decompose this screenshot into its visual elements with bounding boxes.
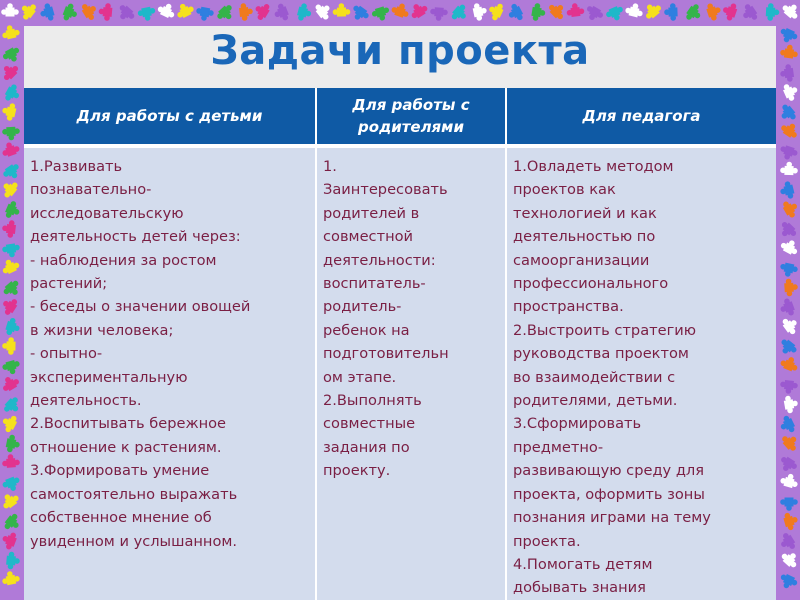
puzzle-piece-icon xyxy=(3,83,23,105)
slide xyxy=(24,26,776,600)
puzzle-piece-icon xyxy=(2,127,20,141)
table-header-row xyxy=(24,88,776,146)
task-line: родителей в xyxy=(323,204,420,222)
task-line: 3.Сформировать xyxy=(513,415,642,433)
task-line: ом этапе. xyxy=(323,368,397,386)
header-parents: Для работы с родителями xyxy=(316,88,506,146)
puzzle-piece-icon xyxy=(566,2,585,17)
puzzle-piece-icon xyxy=(17,0,38,22)
puzzle-piece-icon xyxy=(780,498,798,511)
puzzle-piece-icon xyxy=(2,243,21,259)
puzzle-piece-icon xyxy=(505,2,525,24)
task-line: деятельностью по xyxy=(513,228,656,246)
task-line: проекта. xyxy=(513,532,581,550)
puzzle-piece-icon xyxy=(0,256,21,275)
puzzle-piece-icon xyxy=(390,1,411,20)
puzzle-piece-icon xyxy=(239,2,254,21)
puzzle-piece-icon xyxy=(0,490,21,511)
puzzle-piece-icon xyxy=(333,3,351,17)
puzzle-piece-icon xyxy=(1,570,21,586)
task-line: 2.Выстроить стратегию xyxy=(513,321,697,339)
task-line: познания играми на тему xyxy=(513,509,711,527)
task-line: познавательно- xyxy=(30,181,152,199)
task-line: развивающую среду для xyxy=(513,462,705,480)
task-line: деятельность детей через: xyxy=(30,228,241,246)
puzzle-piece-icon xyxy=(0,295,20,317)
puzzle-piece-icon xyxy=(780,161,798,175)
task-line: - беседы о значении овощей xyxy=(30,298,251,316)
puzzle-piece-icon xyxy=(251,0,271,22)
puzzle-piece-icon xyxy=(531,3,547,22)
puzzle-piece-icon xyxy=(664,3,678,21)
puzzle-piece-icon xyxy=(2,337,16,355)
puzzle-piece-icon xyxy=(156,0,178,20)
cell-children-tasks xyxy=(24,146,316,600)
puzzle-piece-icon xyxy=(349,3,371,24)
task-line: совместные xyxy=(323,415,416,433)
puzzle-piece-icon xyxy=(0,530,18,551)
puzzle-piece-icon xyxy=(777,455,799,476)
puzzle-piece-icon xyxy=(720,1,738,22)
puzzle-piece-icon xyxy=(779,64,795,83)
puzzle-piece-icon xyxy=(80,0,101,22)
task-line: Заинтересовать xyxy=(323,181,448,199)
puzzle-piece-icon xyxy=(605,4,626,23)
task-line: деятельность. xyxy=(30,392,142,410)
puzzle-piece-icon xyxy=(486,0,505,22)
puzzle-piece-icon xyxy=(115,3,137,25)
task-line: деятельности: xyxy=(323,251,436,269)
puzzle-piece-icon xyxy=(313,0,334,22)
puzzle-piece-icon xyxy=(3,200,22,221)
puzzle-piece-icon xyxy=(296,2,313,22)
task-line: ребенок на xyxy=(323,321,410,339)
puzzle-piece-icon xyxy=(407,0,429,21)
task-line: пространства. xyxy=(513,298,624,316)
puzzle-piece-icon xyxy=(98,2,113,21)
task-line: технологией и как xyxy=(513,204,657,222)
puzzle-piece-icon xyxy=(0,23,20,40)
puzzle-piece-icon xyxy=(195,6,215,22)
puzzle-piece-icon xyxy=(777,26,798,45)
puzzle-piece-icon xyxy=(778,297,797,318)
puzzle-piece-icon xyxy=(61,2,80,23)
puzzle-piece-icon xyxy=(777,102,799,124)
puzzle-piece-icon xyxy=(1,475,22,494)
slide-title: Задачи проекта xyxy=(210,28,590,74)
puzzle-piece-icon xyxy=(778,144,799,162)
table-row xyxy=(24,146,776,600)
puzzle-piece-icon xyxy=(1,359,21,376)
puzzle-piece-icon xyxy=(215,3,237,25)
puzzle-piece-icon xyxy=(1,3,19,16)
task-line: 2.Воспитывать бережное xyxy=(30,415,227,433)
puzzle-piece-icon xyxy=(779,548,800,570)
header-children: Для работы с детьми xyxy=(24,88,316,146)
task-line: в жизни человека; xyxy=(30,321,174,339)
puzzle-piece-icon xyxy=(779,380,798,395)
puzzle-piece-icon xyxy=(0,61,20,83)
task-line: предметно- xyxy=(513,438,604,456)
puzzle-piece-icon xyxy=(0,101,17,121)
task-line: 1.Овладеть методом xyxy=(513,158,674,175)
puzzle-piece-icon xyxy=(1,45,23,65)
puzzle-piece-icon xyxy=(780,431,800,453)
task-line: проекта, оформить зоны xyxy=(513,485,705,503)
task-line: проектов как xyxy=(513,181,616,199)
puzzle-piece-icon xyxy=(2,512,23,534)
task-line: 2.Выполнять xyxy=(323,392,422,410)
puzzle-piece-icon xyxy=(778,180,795,200)
puzzle-piece-icon xyxy=(430,7,448,21)
project-tasks-table xyxy=(24,88,776,600)
puzzle-piece-icon xyxy=(777,337,799,358)
task-line: исследовательскую xyxy=(30,204,184,222)
puzzle-piece-icon xyxy=(781,197,800,219)
puzzle-piece-icon xyxy=(2,395,24,417)
puzzle-piece-icon xyxy=(1,219,16,238)
task-line: воспитатель- xyxy=(323,275,426,293)
puzzle-piece-icon xyxy=(779,354,800,373)
task-line: самоорганизации xyxy=(513,251,650,269)
task-line: родитель- xyxy=(323,298,402,316)
puzzle-piece-icon xyxy=(684,2,705,24)
task-line: самостоятельно выражать xyxy=(30,485,238,503)
task-line: подготовительн xyxy=(323,345,449,363)
cell-teacher-tasks xyxy=(506,146,776,600)
puzzle-piece-icon xyxy=(547,0,569,21)
puzzle-piece-icon xyxy=(779,237,800,257)
task-line: 1.Развивать xyxy=(30,158,123,175)
puzzle-piece-icon xyxy=(137,6,157,22)
puzzle-piece-icon xyxy=(777,572,799,592)
puzzle-piece-icon xyxy=(0,412,19,434)
task-line: руководства проектом xyxy=(513,345,689,363)
puzzle-piece-icon xyxy=(779,262,799,279)
puzzle-piece-icon xyxy=(6,551,21,570)
task-line: 3.Формировать умение xyxy=(30,462,210,480)
puzzle-piece-icon xyxy=(766,3,780,21)
puzzle-piece-icon xyxy=(272,2,291,23)
puzzle-piece-icon xyxy=(777,414,797,436)
puzzle-piece-icon xyxy=(38,2,56,23)
puzzle-piece-icon xyxy=(780,0,800,21)
puzzle-piece-icon xyxy=(174,0,196,20)
puzzle-piece-icon xyxy=(472,2,489,22)
puzzle-piece-icon xyxy=(739,2,760,24)
puzzle-piece-icon xyxy=(780,44,799,60)
task-line: задания по xyxy=(323,438,410,456)
cell-parents-tasks xyxy=(316,146,506,600)
puzzle-piece-icon xyxy=(0,140,21,158)
task-line: экспериментальную xyxy=(30,368,188,386)
puzzle-piece-icon xyxy=(371,5,392,23)
task-line: профессионального xyxy=(513,275,669,293)
task-line: - наблюдения за ростом xyxy=(30,251,217,269)
puzzle-piece-icon xyxy=(780,314,800,336)
puzzle-piece-icon xyxy=(624,1,644,18)
task-line: совместной xyxy=(323,228,414,246)
puzzle-piece-icon xyxy=(0,178,20,200)
task-line: собственное мнение об xyxy=(30,509,212,527)
puzzle-piece-icon xyxy=(779,472,800,490)
puzzle-piece-icon xyxy=(777,220,799,242)
puzzle-piece-icon xyxy=(0,373,21,393)
task-line: 4.Помогать детям xyxy=(513,555,653,573)
task-line: отношение к растениям. xyxy=(30,438,222,456)
puzzle-piece-icon xyxy=(1,162,23,183)
puzzle-piece-icon xyxy=(641,0,663,21)
task-line: проекту. xyxy=(323,462,391,480)
puzzle-piece-icon xyxy=(705,1,723,22)
puzzle-piece-icon xyxy=(783,394,799,414)
task-line: растений; xyxy=(30,275,108,293)
puzzle-piece-icon xyxy=(779,119,800,140)
puzzle-piece-icon xyxy=(4,317,22,338)
puzzle-piece-icon xyxy=(781,81,800,102)
puzzle-piece-icon xyxy=(784,278,798,296)
task-line: 1. xyxy=(323,158,337,175)
header-teacher: Для педагога xyxy=(506,88,776,146)
puzzle-piece-icon xyxy=(449,2,471,24)
task-line: во взаимодействии с xyxy=(513,368,676,386)
task-line: - опытно- xyxy=(30,345,103,363)
puzzle-piece-icon xyxy=(782,511,800,532)
task-line: увиденном и услышанном. xyxy=(30,532,238,550)
task-line: добывать знания xyxy=(513,579,646,597)
puzzle-piece-icon xyxy=(583,4,605,24)
puzzle-piece-icon xyxy=(1,453,20,468)
puzzle-piece-icon xyxy=(1,278,23,300)
puzzle-piece-icon xyxy=(5,434,21,454)
task-line: родителями, детьми. xyxy=(513,392,678,410)
puzzle-piece-icon xyxy=(777,531,798,553)
